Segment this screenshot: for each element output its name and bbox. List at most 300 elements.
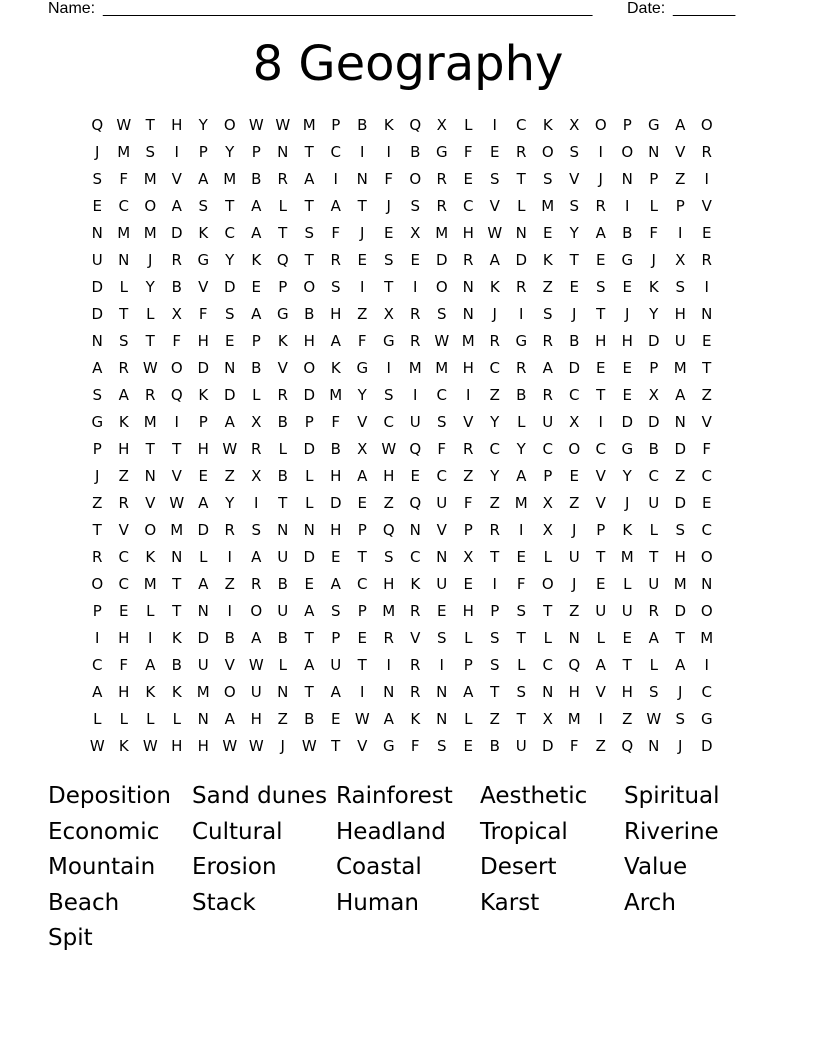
grid-letter: K — [489, 278, 500, 296]
grid-letter: C — [436, 386, 447, 404]
grid-letter: U — [648, 494, 660, 512]
grid-letter: P — [278, 278, 288, 296]
grid-letter: C — [383, 413, 394, 431]
grid-letter: F — [331, 224, 341, 242]
grid-letter: A — [542, 359, 553, 377]
grid-letter: Z — [224, 467, 235, 485]
grid-letter: D — [647, 332, 660, 350]
grid-letter: L — [464, 116, 473, 134]
grid-letter: W — [248, 116, 264, 134]
grid-letter: Z — [277, 710, 288, 728]
grid-letter: V — [357, 413, 368, 431]
grid-letter: N — [197, 710, 209, 728]
grid-letter: F — [119, 656, 129, 674]
grid-letter: T — [172, 602, 182, 620]
grid-letter: P — [198, 143, 208, 161]
grid-letter: H — [674, 548, 686, 566]
grid-letter: R — [595, 197, 606, 215]
word-list-item: Cultural — [192, 818, 283, 845]
grid-letter: J — [360, 224, 365, 242]
grid-letter: B — [357, 116, 368, 134]
grid-letter: M — [673, 359, 687, 377]
grid-letter: L — [146, 710, 155, 728]
grid-letter: A — [383, 710, 394, 728]
grid-letter: O — [700, 116, 713, 134]
grid-row — [84, 493, 720, 520]
grid-letter: W — [354, 710, 370, 728]
grid-letter: B — [622, 224, 633, 242]
grid-letter: M — [143, 170, 157, 188]
grid-letter: D — [621, 413, 634, 431]
grid-letter: J — [678, 683, 683, 701]
grid-letter: R — [542, 332, 553, 350]
grid-letter: Z — [542, 278, 553, 296]
grid-letter: L — [119, 710, 128, 728]
grid-letter: R — [383, 629, 394, 647]
grid-letter: A — [92, 683, 103, 701]
grid-letter: F — [702, 440, 712, 458]
grid-letter: M — [196, 683, 210, 701]
grid-letter: H — [118, 629, 130, 647]
grid-letter: T — [384, 278, 394, 296]
grid-letter: K — [171, 683, 182, 701]
grid-letter: Z — [463, 467, 474, 485]
grid-letter: L — [93, 710, 102, 728]
grid-letter: I — [466, 386, 471, 404]
grid-letter: B — [251, 359, 262, 377]
grid-letter: Y — [649, 305, 659, 323]
grid-letter: S — [489, 629, 500, 647]
word-list-item: Sand dunes — [192, 783, 328, 809]
grid-letter: S — [569, 143, 580, 161]
grid-letter: C — [516, 116, 527, 134]
grid-letter: C — [463, 197, 474, 215]
grid-letter: W — [169, 494, 185, 512]
grid-letter: A — [251, 305, 262, 323]
word-list-item: Arch — [624, 889, 676, 916]
grid-letter: J — [386, 197, 391, 215]
page-title: 8 Geography — [252, 36, 564, 92]
grid-letter: T — [569, 251, 579, 269]
grid-letter: I — [174, 143, 179, 161]
grid-letter: N — [462, 278, 474, 296]
grid-letter: U — [330, 656, 342, 674]
grid-letter: E — [622, 629, 632, 647]
grid-row — [84, 574, 720, 601]
grid-letter: L — [278, 656, 287, 674]
grid-letter: H — [330, 305, 342, 323]
grid-letter: M — [673, 575, 687, 593]
grid-letter: R — [648, 602, 659, 620]
grid-letter: T — [145, 116, 155, 134]
grid-letter: V — [595, 683, 606, 701]
date-label: Date: — [627, 0, 666, 17]
word-list-item: Economic — [48, 818, 160, 845]
grid-letter: E — [225, 332, 235, 350]
grid-letter: T — [516, 170, 526, 188]
grid-letter: H — [330, 521, 342, 539]
grid-letter: H — [621, 332, 633, 350]
grid-letter: A — [675, 116, 686, 134]
grid-letter: E — [251, 278, 261, 296]
grid-letter: S — [542, 305, 553, 323]
grid-letter: J — [678, 737, 683, 755]
grid-letter: I — [492, 116, 497, 134]
grid-letter: X — [171, 305, 182, 323]
grid-letter: I — [227, 602, 232, 620]
grid-letter: R — [277, 170, 288, 188]
grid-letter: M — [302, 116, 316, 134]
grid-letter: T — [357, 548, 367, 566]
grid-letter: S — [436, 737, 447, 755]
grid-letter: D — [170, 224, 183, 242]
grid-letter: Z — [675, 170, 686, 188]
grid-letter: G — [356, 359, 369, 377]
grid-letter: X — [357, 440, 368, 458]
grid-letter: T — [331, 737, 341, 755]
grid-letter: S — [224, 305, 235, 323]
word-list-item: Desert — [480, 854, 557, 880]
grid-letter: S — [304, 224, 315, 242]
grid-letter: X — [648, 386, 659, 404]
grid-letter: T — [304, 251, 314, 269]
grid-letter: F — [516, 575, 526, 593]
grid-letter: P — [357, 602, 367, 620]
grid-letter: T — [675, 629, 685, 647]
grid-row — [84, 358, 720, 385]
grid-letter: P — [251, 332, 261, 350]
grid-letter: A — [118, 386, 129, 404]
grid-letter: E — [198, 467, 208, 485]
word-list-item: Aesthetic — [480, 783, 588, 809]
grid-letter: W — [89, 737, 105, 755]
word-list-item: Value — [624, 854, 688, 880]
grid-letter: C — [118, 575, 129, 593]
grid-letter: N — [409, 521, 421, 539]
grid-letter: K — [277, 332, 288, 350]
grid-letter: V — [595, 494, 606, 512]
grid-letter: U — [568, 548, 580, 566]
grid-letter: H — [330, 467, 342, 485]
word-list-item: Spiritual — [624, 783, 720, 809]
grid-letter: H — [568, 683, 580, 701]
grid-letter: A — [224, 413, 235, 431]
grid-letter: I — [598, 710, 603, 728]
grid-letter: A — [145, 656, 156, 674]
grid-letter: I — [625, 197, 630, 215]
grid-letter: S — [92, 386, 103, 404]
grid-letter: J — [572, 575, 577, 593]
grid-letter: D — [197, 359, 210, 377]
grid-letter: U — [648, 575, 660, 593]
grid-letter: B — [569, 332, 580, 350]
grid-letter: M — [382, 602, 396, 620]
grid-letter: G — [91, 413, 104, 431]
grid-row — [84, 385, 720, 412]
grid-letter: G — [382, 332, 395, 350]
grid-letter: N — [648, 143, 660, 161]
grid-letter: E — [357, 251, 367, 269]
grid-row — [84, 223, 720, 250]
grid-letter: R — [277, 386, 288, 404]
grid-letter: T — [596, 548, 606, 566]
grid-letter: R — [436, 170, 447, 188]
grid-letter: S — [383, 251, 394, 269]
grid-letter: E — [331, 548, 341, 566]
grid-letter: Z — [675, 467, 686, 485]
grid-letter: W — [301, 737, 317, 755]
grid-letter: L — [517, 197, 526, 215]
grid-letter: A — [224, 710, 235, 728]
grid-letter: V — [489, 197, 500, 215]
date-line: _______ — [673, 0, 736, 17]
grid-letter: L — [172, 710, 181, 728]
grid-letter: W — [381, 440, 397, 458]
grid-letter: A — [251, 224, 262, 242]
grid-letter: C — [701, 683, 712, 701]
grid-letter: F — [463, 143, 473, 161]
grid-letter: L — [278, 197, 287, 215]
grid-letter: J — [148, 251, 153, 269]
grid-letter: W — [248, 656, 264, 674]
grid-letter: H — [621, 683, 633, 701]
grid-letter: V — [171, 170, 182, 188]
grid-letter: A — [489, 251, 500, 269]
grid-letter: N — [648, 737, 660, 755]
grid-row — [84, 709, 720, 736]
grid-letter: S — [436, 305, 447, 323]
grid-letter: T — [278, 494, 288, 512]
grid-row — [84, 655, 720, 682]
grid-letter: T — [278, 224, 288, 242]
grid-letter: X — [410, 224, 421, 242]
grid-letter: S — [251, 521, 262, 539]
grid-letter: X — [251, 413, 262, 431]
grid-letter: D — [568, 359, 581, 377]
grid-letter: P — [251, 143, 261, 161]
grid-letter: W — [248, 737, 264, 755]
grid-letter: E — [622, 278, 632, 296]
grid-letter: R — [251, 440, 262, 458]
grid-letter: G — [647, 116, 660, 134]
grid-row — [84, 142, 720, 169]
grid-letter: N — [303, 521, 315, 539]
grid-letter: P — [649, 359, 659, 377]
grid-letter: V — [436, 521, 447, 539]
grid-letter: N — [462, 305, 474, 323]
grid-letter: J — [280, 737, 285, 755]
grid-letter: M — [620, 548, 634, 566]
grid-letter: N — [224, 359, 236, 377]
grid-letter: E — [119, 602, 129, 620]
grid-letter: M — [223, 170, 237, 188]
grid-letter: C — [92, 656, 103, 674]
grid-letter: J — [625, 494, 630, 512]
grid-row — [84, 736, 720, 763]
grid-letter: S — [92, 170, 103, 188]
grid-letter: Y — [225, 251, 235, 269]
grid-letter: B — [304, 305, 315, 323]
grid-letter: D — [223, 386, 236, 404]
grid-letter: H — [197, 737, 209, 755]
grid-letter: U — [595, 602, 607, 620]
grid-letter: V — [224, 656, 235, 674]
grid-letter: N — [118, 251, 130, 269]
grid-letter: X — [542, 710, 553, 728]
grid-letter: Q — [91, 116, 104, 134]
grid-letter: E — [463, 737, 473, 755]
grid-letter: M — [143, 224, 157, 242]
grid-letter: O — [435, 278, 448, 296]
grid-letter: I — [519, 305, 524, 323]
grid-letter: T — [172, 575, 182, 593]
grid-letter: I — [254, 494, 259, 512]
grid-letter: I — [227, 548, 232, 566]
grid-letter: H — [674, 305, 686, 323]
grid-letter: L — [623, 575, 632, 593]
grid-letter: T — [596, 386, 606, 404]
grid-letter: Y — [622, 467, 632, 485]
grid-letter: S — [198, 197, 209, 215]
grid-letter: O — [91, 575, 104, 593]
grid-letter: N — [701, 575, 713, 593]
grid-letter: U — [197, 656, 209, 674]
grid-letter: F — [119, 170, 129, 188]
grid-letter: S — [516, 602, 527, 620]
grid-letter: G — [700, 710, 713, 728]
grid-letter: W — [275, 116, 291, 134]
grid-letter: C — [701, 521, 712, 539]
grid-letter: G — [435, 143, 448, 161]
grid-letter: L — [119, 278, 128, 296]
grid-letter: L — [543, 629, 552, 647]
grid-letter: Y — [357, 386, 367, 404]
grid-letter: A — [198, 170, 209, 188]
grid-letter: R — [410, 305, 421, 323]
grid-letter: G — [515, 332, 528, 350]
grid-letter: N — [197, 602, 209, 620]
grid-row — [84, 628, 720, 655]
grid-row — [84, 277, 720, 304]
grid-letter: H — [595, 332, 607, 350]
word-search-grid — [84, 115, 720, 763]
grid-letter: H — [303, 332, 315, 350]
grid-letter: T — [225, 197, 235, 215]
grid-letter: R — [224, 521, 235, 539]
grid-row — [84, 520, 720, 547]
grid-letter: Y — [225, 143, 235, 161]
grid-letter: V — [198, 278, 209, 296]
grid-letter: Z — [569, 602, 580, 620]
grid-letter: P — [596, 521, 606, 539]
grid-letter: L — [649, 197, 658, 215]
grid-letter: E — [410, 467, 420, 485]
grid-letter: X — [251, 467, 262, 485]
grid-letter: T — [145, 332, 155, 350]
grid-letter: X — [569, 116, 580, 134]
grid-letter: T — [543, 602, 553, 620]
grid-letter: N — [674, 413, 686, 431]
grid-letter: T — [516, 710, 526, 728]
grid-letter: D — [674, 602, 687, 620]
grid-letter: E — [569, 467, 579, 485]
grid-letter: R — [436, 197, 447, 215]
grid-letter: O — [144, 197, 157, 215]
grid-letter: M — [514, 494, 528, 512]
grid-letter: E — [384, 224, 394, 242]
grid-letter: H — [197, 332, 209, 350]
grid-letter: F — [410, 737, 420, 755]
grid-letter: H — [197, 440, 209, 458]
grid-letter: I — [439, 656, 444, 674]
grid-letter: A — [198, 494, 209, 512]
grid-letter: N — [277, 521, 289, 539]
grid-letter: Q — [621, 737, 634, 755]
grid-letter: R — [701, 143, 712, 161]
grid-letter: D — [223, 278, 236, 296]
grid-row — [84, 412, 720, 439]
grid-letter: I — [360, 278, 365, 296]
grid-letter: O — [700, 602, 713, 620]
grid-letter: L — [464, 710, 473, 728]
grid-letter: S — [675, 521, 686, 539]
grid-letter: I — [704, 656, 709, 674]
grid-letter: B — [410, 143, 421, 161]
grid-letter: N — [568, 629, 580, 647]
word-list-item: Riverine — [624, 818, 719, 845]
grid-letter: U — [542, 413, 554, 431]
grid-letter: H — [462, 224, 474, 242]
grid-letter: E — [331, 710, 341, 728]
grid-letter: L — [517, 656, 526, 674]
grid-letter: K — [145, 548, 156, 566]
grid-letter: Q — [409, 494, 422, 512]
grid-letter: V — [569, 170, 580, 188]
grid-letter: B — [277, 629, 288, 647]
grid-letter: V — [675, 143, 686, 161]
grid-letter: E — [357, 629, 367, 647]
grid-letter: U — [436, 494, 448, 512]
grid-letter: G — [621, 251, 634, 269]
grid-letter: O — [303, 359, 316, 377]
grid-letter: D — [329, 494, 342, 512]
grid-letter: A — [304, 170, 315, 188]
grid-letter: O — [568, 440, 581, 458]
grid-letter: D — [197, 521, 210, 539]
grid-letter: O — [541, 575, 554, 593]
grid-letter: A — [357, 467, 368, 485]
grid-letter: D — [674, 494, 687, 512]
grid-letter: C — [330, 143, 341, 161]
grid-letter: Y — [516, 440, 526, 458]
grid-letter: Z — [701, 386, 712, 404]
grid-letter: F — [357, 332, 367, 350]
grid-letter: B — [277, 413, 288, 431]
grid-letter: D — [303, 386, 316, 404]
grid-letter: T — [622, 656, 632, 674]
grid-letter: E — [596, 251, 606, 269]
grid-letter: K — [542, 116, 553, 134]
grid-letter: P — [490, 602, 500, 620]
grid-letter: X — [542, 494, 553, 512]
grid-letter: I — [413, 386, 418, 404]
grid-letter: S — [675, 278, 686, 296]
grid-letter: L — [278, 440, 287, 458]
grid-letter: N — [436, 683, 448, 701]
grid-letter: R — [145, 386, 156, 404]
grid-letter: I — [598, 413, 603, 431]
grid-letter: P — [304, 413, 314, 431]
